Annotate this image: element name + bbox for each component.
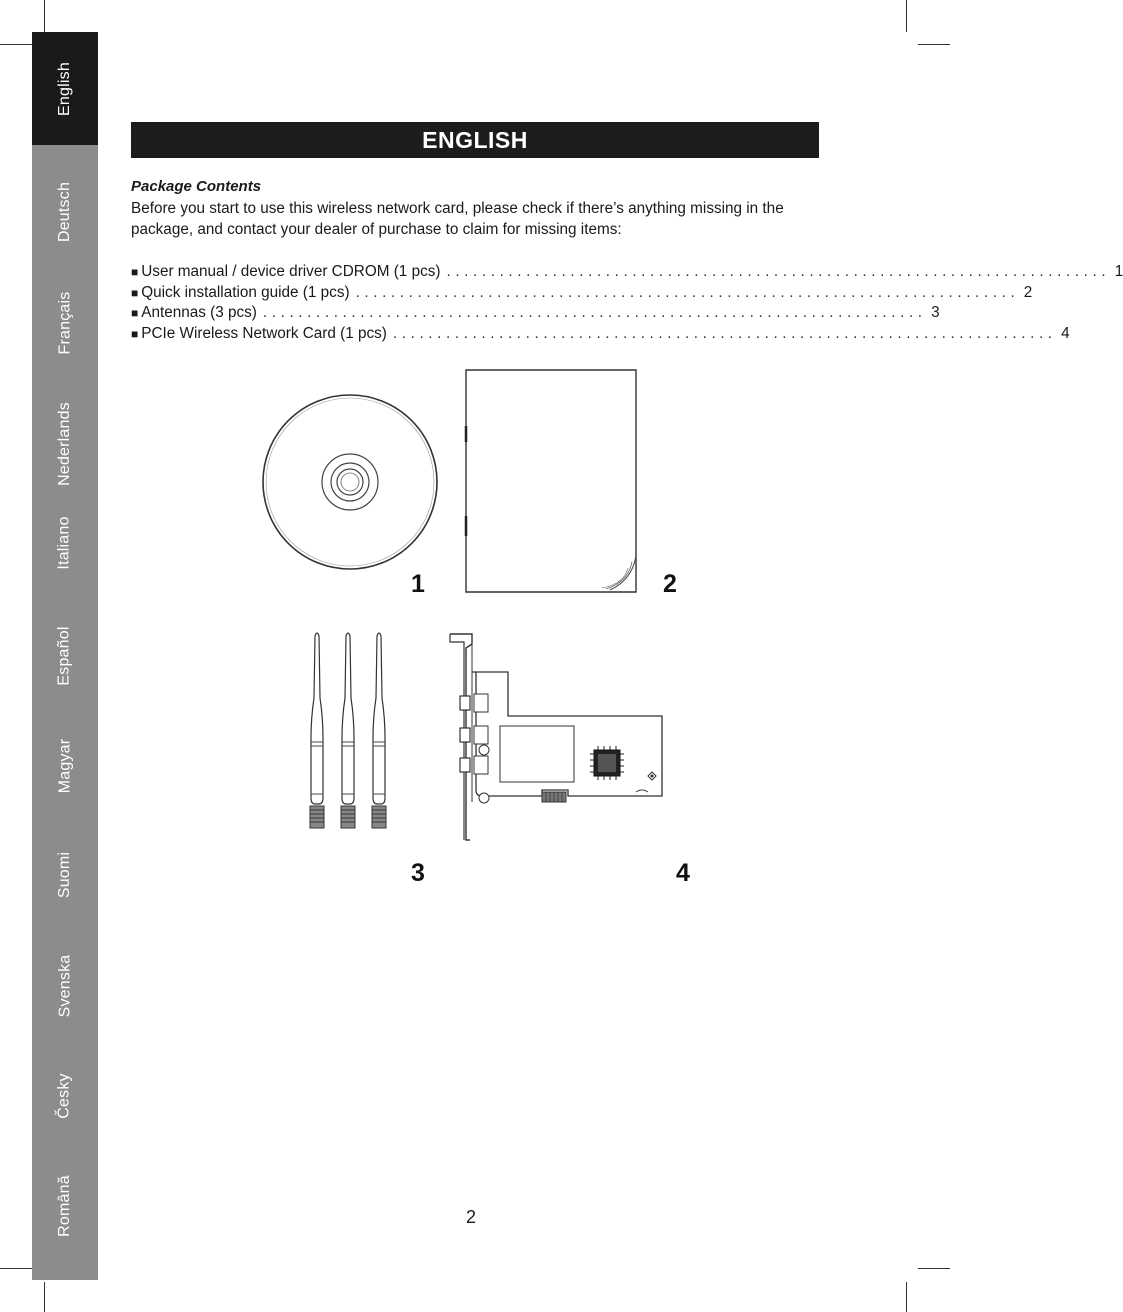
language-label: Česky — [55, 1072, 73, 1119]
antenna-icon — [341, 633, 355, 828]
bullet-square-icon: ■ — [131, 326, 139, 341]
dot-leader: ........................................................................... — [262, 304, 927, 321]
language-label: Română — [56, 1174, 73, 1237]
figure-label-2: 2 — [663, 570, 677, 598]
language-tab-cesky[interactable] — [32, 1039, 98, 1152]
header-title: ENGLISH — [422, 126, 528, 153]
antenna-icon — [372, 633, 386, 828]
cdrom-illustration — [258, 390, 444, 576]
item-text: Antennas (3 pcs) — [141, 304, 257, 321]
list-item — [131, 303, 940, 324]
language-label: Français — [55, 291, 73, 354]
item-text: User manual / device driver CDROM (1 pcs) — [141, 263, 441, 280]
bullet-square-icon: ■ — [131, 285, 139, 300]
crop-mark — [0, 44, 32, 45]
list-item — [131, 324, 1070, 345]
dot-leader: ........................................................................... — [392, 324, 1057, 342]
language-tab-francais[interactable] — [32, 266, 98, 379]
language-tab-romana[interactable] — [32, 1149, 98, 1262]
crop-mark — [906, 1282, 907, 1312]
language-tab-italiano[interactable] — [32, 486, 98, 599]
antenna-icon — [310, 633, 324, 828]
crop-mark — [918, 44, 950, 45]
language-tab-magyar[interactable] — [32, 709, 98, 822]
figure-label-4: 4 — [676, 859, 690, 887]
list-item — [131, 262, 1123, 283]
item-text: Quick installation guide (1 pcs) — [141, 283, 350, 301]
antennas-illustration — [303, 628, 399, 834]
language-label: Svenska — [56, 954, 73, 1017]
item-number: 3 — [931, 304, 940, 321]
language-sidebar — [32, 32, 98, 1280]
crop-mark — [44, 1282, 45, 1312]
section-title: Package Contents — [131, 178, 262, 195]
language-label: Español — [55, 625, 73, 686]
item-number: 2 — [1023, 283, 1033, 301]
figure-label-3: 3 — [411, 859, 425, 887]
language-tab-english[interactable] — [32, 32, 98, 145]
language-label: English — [55, 61, 73, 116]
item-text: PCIe Wireless Network Card (1 pcs) — [141, 324, 387, 342]
crop-mark — [906, 0, 907, 32]
language-label: Magyar — [56, 738, 73, 793]
intro-paragraph: Before you start to use this wireless network card, please check if there’s anything missing in the package, and contact your dealer of purchase to claim for missing items: — [131, 200, 784, 238]
dot-leader: ........................................................................... — [355, 283, 1020, 301]
bullet-square-icon: ■ — [131, 306, 139, 320]
item-number: 1 — [1114, 263, 1123, 280]
language-label: Suomi — [55, 851, 73, 898]
bullet-square-icon: ■ — [131, 265, 139, 279]
language-tab-nederlands[interactable] — [32, 387, 98, 500]
section-header-bar — [131, 122, 819, 158]
pcie-card-illustration — [446, 630, 666, 844]
language-tab-deutsch[interactable] — [32, 155, 98, 268]
crop-mark — [44, 0, 45, 32]
language-tab-espanol[interactable] — [32, 599, 98, 712]
item-number: 4 — [1061, 324, 1070, 342]
installation-guide-illustration — [460, 366, 642, 596]
figure-label-1: 1 — [411, 570, 425, 598]
list-item — [131, 283, 1033, 304]
package-contents-list — [131, 262, 1123, 344]
language-label: Nederlands — [56, 401, 74, 486]
page-number: 2 — [466, 1207, 477, 1227]
language-label: Italiano — [55, 515, 73, 570]
language-label: Deutsch — [55, 181, 73, 242]
language-tab-suomi[interactable] — [32, 818, 98, 931]
crop-mark — [918, 1268, 950, 1269]
dot-leader: ........................................................................... — [446, 263, 1111, 280]
language-tab-svenska[interactable] — [32, 929, 98, 1042]
crop-mark — [0, 1268, 32, 1269]
